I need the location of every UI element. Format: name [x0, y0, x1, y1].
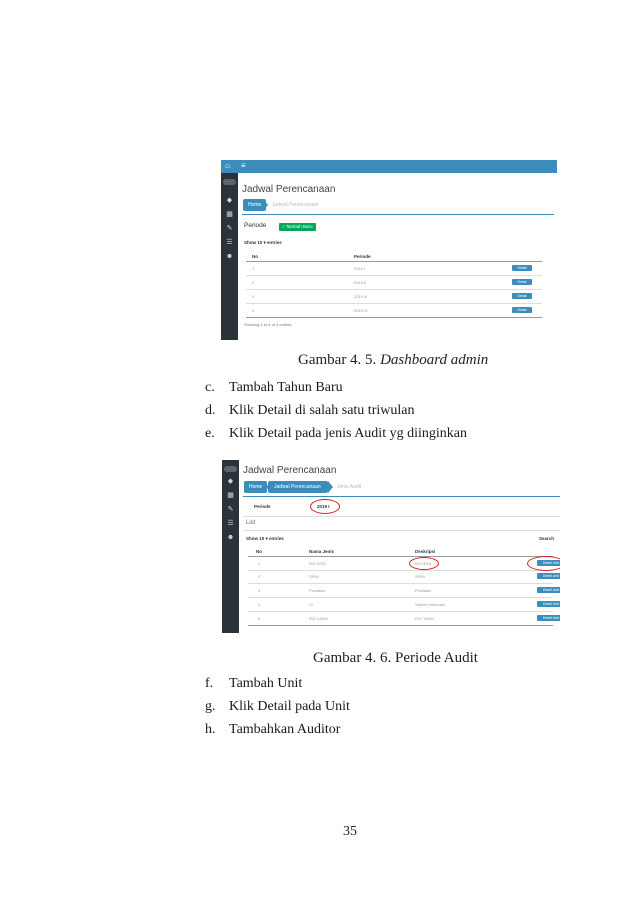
column-header-periode: Periode [354, 254, 371, 259]
edit-icon: ✎ [227, 506, 234, 513]
page-title: Jadwal Perencanaan [243, 465, 337, 476]
detail-button[interactable]: Detail [512, 279, 532, 285]
row-divider [248, 570, 553, 571]
breadcrumb-arrow [263, 199, 268, 211]
cell-no: 4 [252, 308, 255, 313]
list-item [205, 722, 340, 738]
top-navbar [221, 160, 557, 173]
cell-periode: 2019 II [354, 280, 367, 285]
breadcrumb-divider [243, 496, 560, 497]
list-item [205, 699, 350, 715]
search-label: Search [539, 536, 555, 541]
periode-label: Periode [244, 222, 267, 229]
figure-caption-2: Gambar 4. 6. Periode Audit [313, 650, 478, 666]
row-divider [248, 611, 553, 612]
cell-no: 2 [258, 574, 261, 579]
breadcrumb-home: Home [243, 199, 266, 211]
row-divider [246, 275, 542, 276]
row-divider [248, 597, 553, 598]
list-item [205, 380, 343, 396]
list-item-label: g. [205, 699, 216, 714]
page-title: Jadwal Perencanaan [242, 184, 336, 195]
show-entries[interactable]: Show 10 ▾ entries [244, 240, 282, 245]
users-icon: ☻ [225, 253, 234, 260]
calendar-icon: ▦ [227, 492, 234, 499]
column-header-no: No [252, 254, 258, 259]
cell-deskripsi: ISO 14001 [415, 616, 435, 621]
list-item-text: Tambah Unit [229, 676, 303, 691]
section-divider [243, 516, 560, 517]
breadcrumb-arrow [328, 481, 333, 493]
list-item-label: h. [205, 722, 216, 737]
home-icon: ⌂ [225, 161, 230, 170]
breadcrumb-divider [242, 214, 554, 215]
cell-deskripsi: SPMI [415, 574, 425, 579]
periode-label: Periode [254, 504, 271, 509]
detail-unit-button[interactable]: Detail Unit [537, 587, 560, 593]
row-divider [248, 583, 553, 584]
table-bottom-line [248, 625, 553, 626]
list-item [205, 676, 302, 692]
periode-value: 2019 I [317, 504, 330, 509]
cell-no: 3 [258, 588, 261, 593]
list-item-text: Klik Detail di salah satu triwulan [229, 403, 415, 418]
list-label: List [246, 520, 256, 526]
edit-icon: ✎ [226, 225, 233, 232]
cell-nama-jenis: Penilaian [309, 588, 326, 593]
column-header-deskripsi: Deskripsi [415, 549, 436, 554]
cell-deskripsi: Penilaian [415, 588, 432, 593]
show-entries[interactable]: Show 10 ▾ entries [246, 536, 284, 541]
list-item-text: Klik Detail pada Unit [229, 699, 350, 714]
column-header-no: No [256, 549, 262, 554]
detail-button[interactable]: Detail [512, 265, 532, 271]
list-item-label: d. [205, 403, 216, 418]
annotation-circle [409, 557, 439, 570]
breadcrumb-current: Jadwal Perencanaan [272, 202, 319, 208]
breadcrumb-current: Jenis Audit [337, 484, 362, 490]
tambah-baru-button[interactable]: + Tambah Baru [279, 223, 316, 231]
cell-nama-jenis: ISO 9001 [309, 561, 326, 566]
cell-no: 1 [252, 266, 255, 271]
cell-no: 5 [258, 616, 261, 621]
table-bottom-line [246, 317, 542, 318]
annotation-circle [527, 556, 560, 571]
figure-caption-1 [298, 352, 488, 369]
breadcrumb-jadwal[interactable]: Jadwal Perencanaan [274, 484, 321, 490]
list-item-text: Klik Detail pada jenis Audit yg diinginkan [229, 426, 467, 441]
sidebar-toggle [224, 466, 237, 472]
users-icon: ☻ [226, 534, 235, 541]
cell-no: 1 [258, 561, 261, 566]
dashboard-icon: ◆ [227, 478, 234, 485]
list-icon: ☰ [226, 239, 233, 246]
section-divider [243, 530, 560, 531]
cell-periode: 2019 III [354, 294, 368, 299]
periode-audit-screenshot [222, 460, 560, 633]
cell-no: 3 [252, 294, 255, 299]
list-item-text: Tambah Tahun Baru [229, 380, 343, 395]
detail-unit-button[interactable]: Detail Unit [537, 573, 560, 579]
sidebar [221, 173, 238, 340]
table-header-line [246, 261, 542, 262]
row-divider [246, 303, 542, 304]
menu-icon: ≡ [241, 161, 246, 170]
cell-no: 4 [258, 602, 261, 607]
cell-periode: 2019 I [354, 266, 366, 271]
column-header-nama-jenis: Nama Jenis [309, 549, 335, 554]
cell-deskripsi: Sistem Informasi [415, 602, 445, 607]
detail-unit-button[interactable]: Detail Unit [537, 615, 560, 621]
sidebar [222, 460, 239, 633]
cell-nama-jenis: SI [309, 602, 313, 607]
cell-nama-jenis: SPMI [309, 574, 319, 579]
list-item-label: c. [205, 380, 215, 395]
cell-deskripsi: ISO 9001 [415, 561, 432, 566]
breadcrumb-home[interactable]: Home [244, 481, 267, 493]
list-item-label: f. [205, 676, 214, 691]
cell-periode: 2019 IV [354, 308, 368, 313]
caption-prefix: Gambar 4. 5. [298, 352, 381, 368]
cell-nama-jenis: ISO 14001 [309, 616, 329, 621]
annotation-circle [310, 499, 340, 514]
page-number: 35 [343, 824, 357, 839]
sidebar-toggle [223, 179, 236, 185]
detail-button[interactable]: Detail [512, 307, 532, 313]
detail-unit-button[interactable]: Detail Unit [537, 601, 560, 607]
caption-italic: Dashboard admin [380, 352, 489, 368]
table-footer-info: Showing 1 to 4 of 4 entries [244, 322, 292, 327]
list-item [205, 426, 467, 442]
table-header-line [248, 556, 553, 557]
row-divider [246, 289, 542, 290]
detail-unit-button[interactable]: Detail Unit [537, 560, 560, 566]
calendar-icon: ▦ [226, 211, 233, 218]
list-item-text: Tambahkan Auditor [229, 722, 341, 737]
list-item-label: e. [205, 426, 215, 441]
list-item [205, 403, 414, 419]
cell-no: 2 [252, 280, 255, 285]
dashboard-icon: ◆ [226, 197, 233, 204]
detail-button[interactable]: Detail [512, 293, 532, 299]
dashboard-admin-screenshot [221, 160, 557, 340]
list-icon: ☰ [227, 520, 234, 527]
